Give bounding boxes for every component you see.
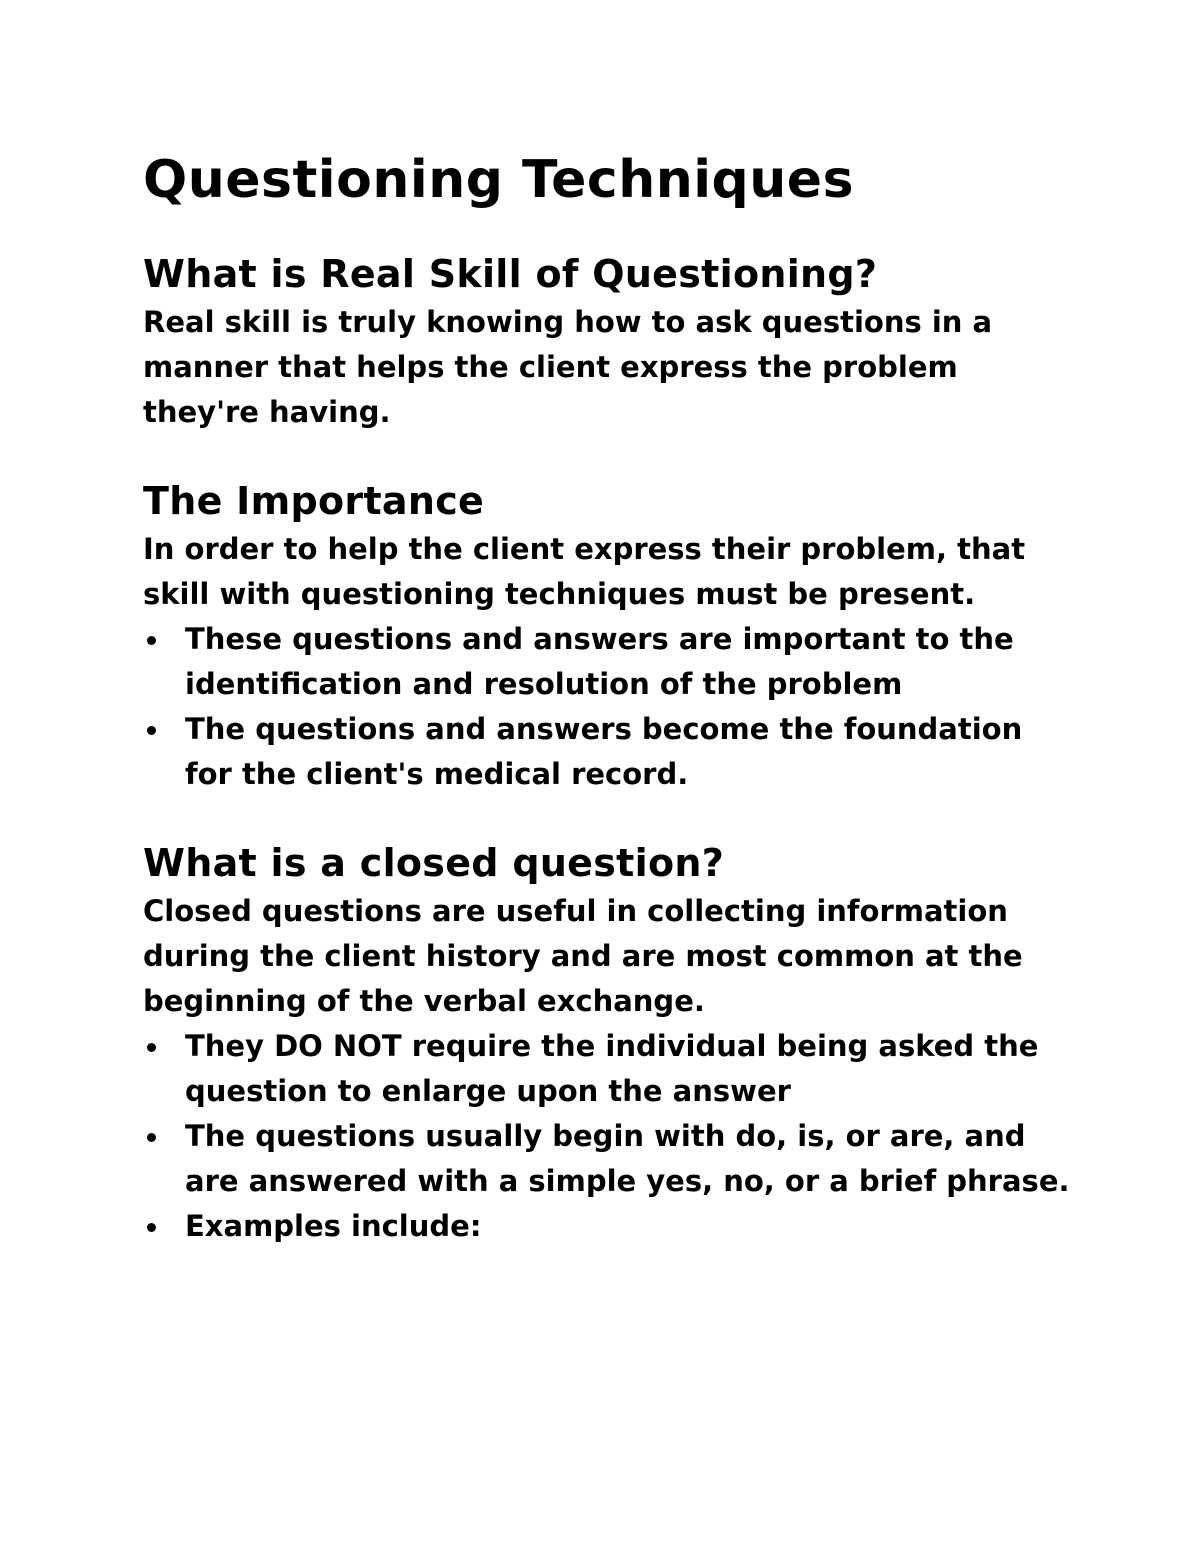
document-title: Questioning Techniques	[143, 150, 855, 210]
section-paragraph: Closed questions are useful in collecting information during the client history and are most common at the beginning of the verbal exchange.	[143, 894, 1023, 1018]
bullet-text: They DO NOT require the individual being asked the question to enlarge upon the answer	[185, 1029, 1039, 1108]
bullet-dot-icon	[147, 1223, 156, 1232]
section-heading: What is a closed question?	[143, 841, 725, 885]
bullet-list	[143, 1024, 1073, 1249]
bullet-item	[185, 1114, 1073, 1204]
section-paragraph: Real skill is truly knowing how to ask questions in a manner that helps the client express the problem they're having.	[143, 305, 993, 429]
bullet-list	[143, 617, 1073, 797]
bullet-text: The questions usually begin with do, is, or are, and are answered with a simple yes, no, or a brief phrase.	[185, 1119, 1070, 1198]
section-heading: What is Real Skill of Questioning?	[143, 252, 878, 296]
section-real-skill	[143, 248, 1073, 435]
bullet-text: These questions and answers are important to the identification and resolution of the problem	[185, 622, 1014, 701]
document-page	[143, 140, 1073, 1289]
bullet-item	[185, 1024, 1073, 1114]
bullet-item	[185, 707, 1073, 797]
bullet-dot-icon	[147, 1133, 156, 1142]
bullet-item	[185, 1204, 1073, 1249]
section-importance	[143, 475, 1073, 797]
bullet-dot-icon	[147, 636, 156, 645]
section-closed-question	[143, 837, 1073, 1249]
bullet-item	[185, 617, 1073, 707]
bullet-text: The questions and answers become the foundation for the client's medical record.	[185, 712, 1023, 791]
bullet-dot-icon	[147, 1043, 156, 1052]
bullet-text: Examples include:	[185, 1209, 482, 1243]
section-paragraph: In order to help the client express their problem, that skill with questioning techniques must be present.	[143, 532, 1026, 611]
section-heading: The Importance	[143, 479, 485, 523]
bullet-dot-icon	[147, 726, 156, 735]
